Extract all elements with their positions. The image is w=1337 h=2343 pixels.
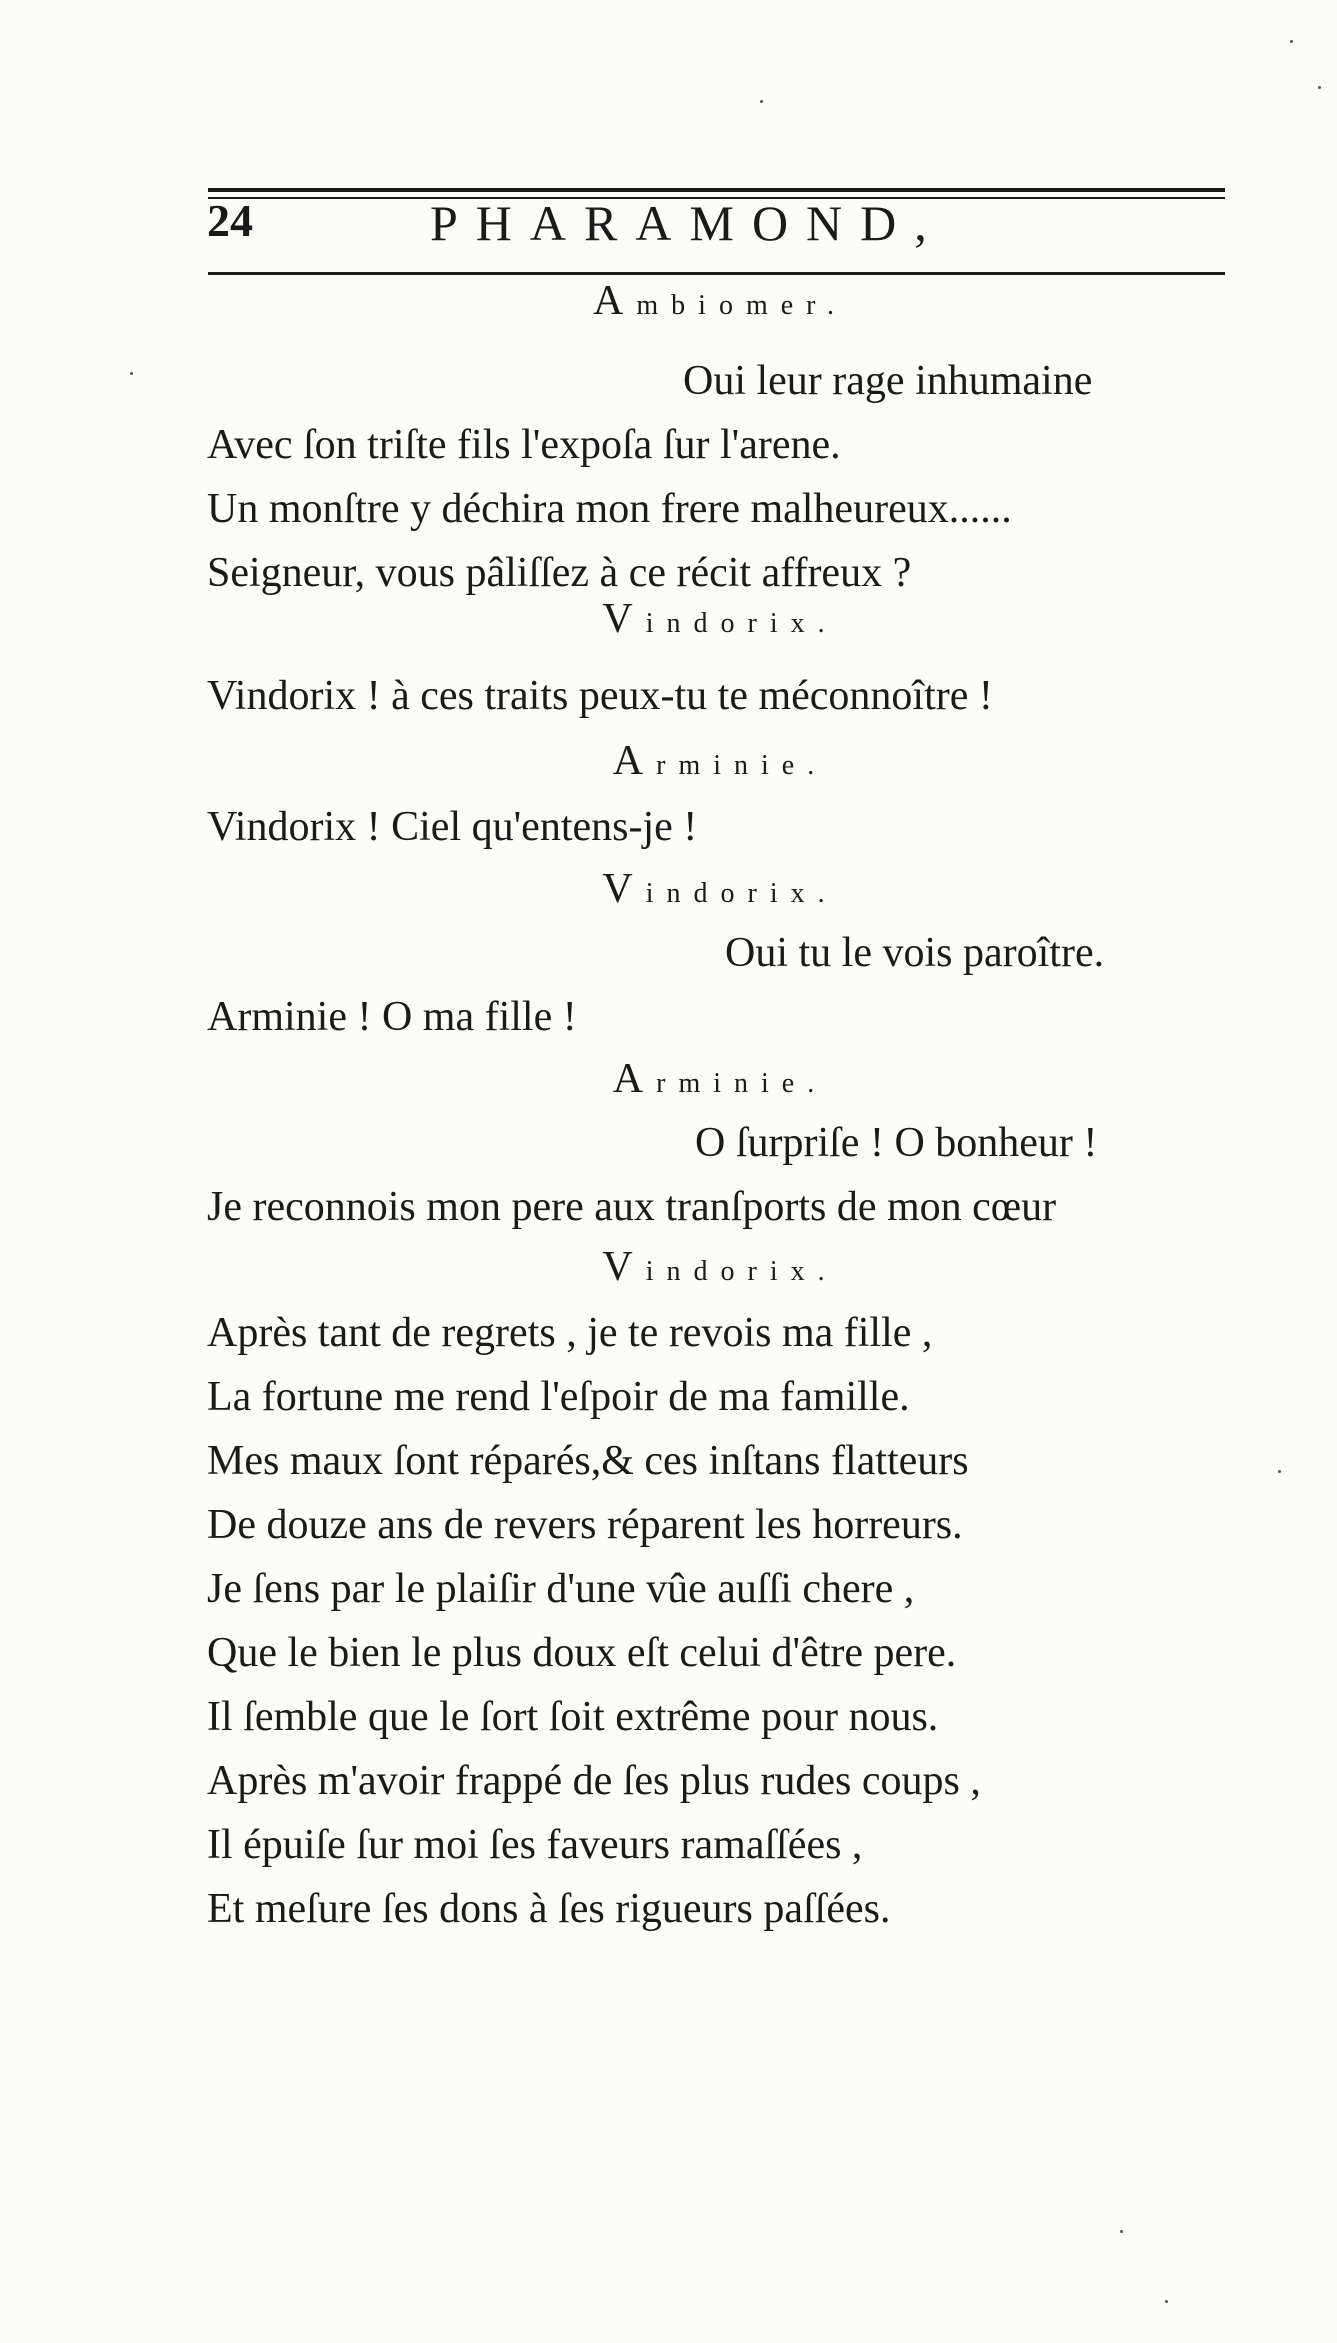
- verse-line: Et meſure ſes dons à ſes rigueurs paſſées.: [207, 1886, 891, 1932]
- paper-speck: [1120, 2230, 1123, 2233]
- verse-line: Mes maux ſont réparés,& ces inſtans flatteurs: [207, 1438, 969, 1484]
- speaker-name: Vindorix.: [602, 866, 838, 912]
- verse-line: Après tant de regrets , je te revois ma fille ,: [207, 1310, 933, 1356]
- verse-line: Après m'avoir frappé de ſes plus rudes coups ,: [207, 1758, 981, 1804]
- speaker-name: Arminie.: [612, 738, 828, 784]
- verse-line: Que le bien le plus doux eſt celui d'être pere.: [207, 1630, 957, 1676]
- verse-line: O ſurpriſe ! O bonheur !: [695, 1120, 1098, 1166]
- verse-line: Il épuiſe ſur moi ſes faveurs ramaſſées ,: [207, 1822, 863, 1868]
- verse-line: De douze ans de revers réparent les horreurs.: [207, 1502, 963, 1548]
- verse-line: Je ſens par le plaiſir d'une vûe auſſi chere ,: [207, 1566, 915, 1612]
- speaker-name: Vindorix.: [602, 596, 838, 642]
- paper-speck: [1318, 86, 1321, 89]
- verse-line: La fortune me rend l'eſpoir de ma famille.: [207, 1374, 910, 1420]
- verse-line: Je reconnois mon pere aux tranſports de mon cœur: [207, 1184, 1057, 1230]
- verse-line: Il ſemble que le ſort ſoit extrême pour nous.: [207, 1694, 939, 1740]
- verse-line: Avec ſon triſte fils l'expoſa ſur l'arene.: [207, 422, 841, 468]
- verse-line: Oui tu le vois paroître.: [725, 930, 1105, 976]
- page-number: 24: [207, 195, 253, 246]
- header-rule-top: [208, 188, 1225, 192]
- paper-speck: [1290, 40, 1293, 43]
- paper-speck: [130, 372, 133, 375]
- paper-speck: [760, 100, 763, 103]
- speaker-name: Vindorix.: [602, 1244, 838, 1290]
- paper-speck: [1278, 1470, 1281, 1473]
- verse-line: Un monſtre y déchira mon frere malheureux......: [207, 486, 1012, 532]
- verse-line: Oui leur rage inhumaine: [683, 358, 1093, 404]
- speaker-name: Arminie.: [612, 1056, 828, 1102]
- verse-line: Vindorix ! Ciel qu'entens-je !: [207, 804, 698, 850]
- verse-line: Vindorix ! à ces traits peux-tu te méconnoître !: [207, 673, 993, 719]
- verse-line: Seigneur, vous pâliſſez à ce récit affreux ?: [207, 550, 912, 596]
- paper-speck: [1165, 2300, 1168, 2303]
- running-title: PHARAMOND,: [430, 195, 945, 251]
- verse-line: Arminie ! O ma fille !: [207, 994, 577, 1040]
- header-rule-bottom: [208, 272, 1225, 275]
- speaker-name: Ambiomer.: [593, 278, 847, 324]
